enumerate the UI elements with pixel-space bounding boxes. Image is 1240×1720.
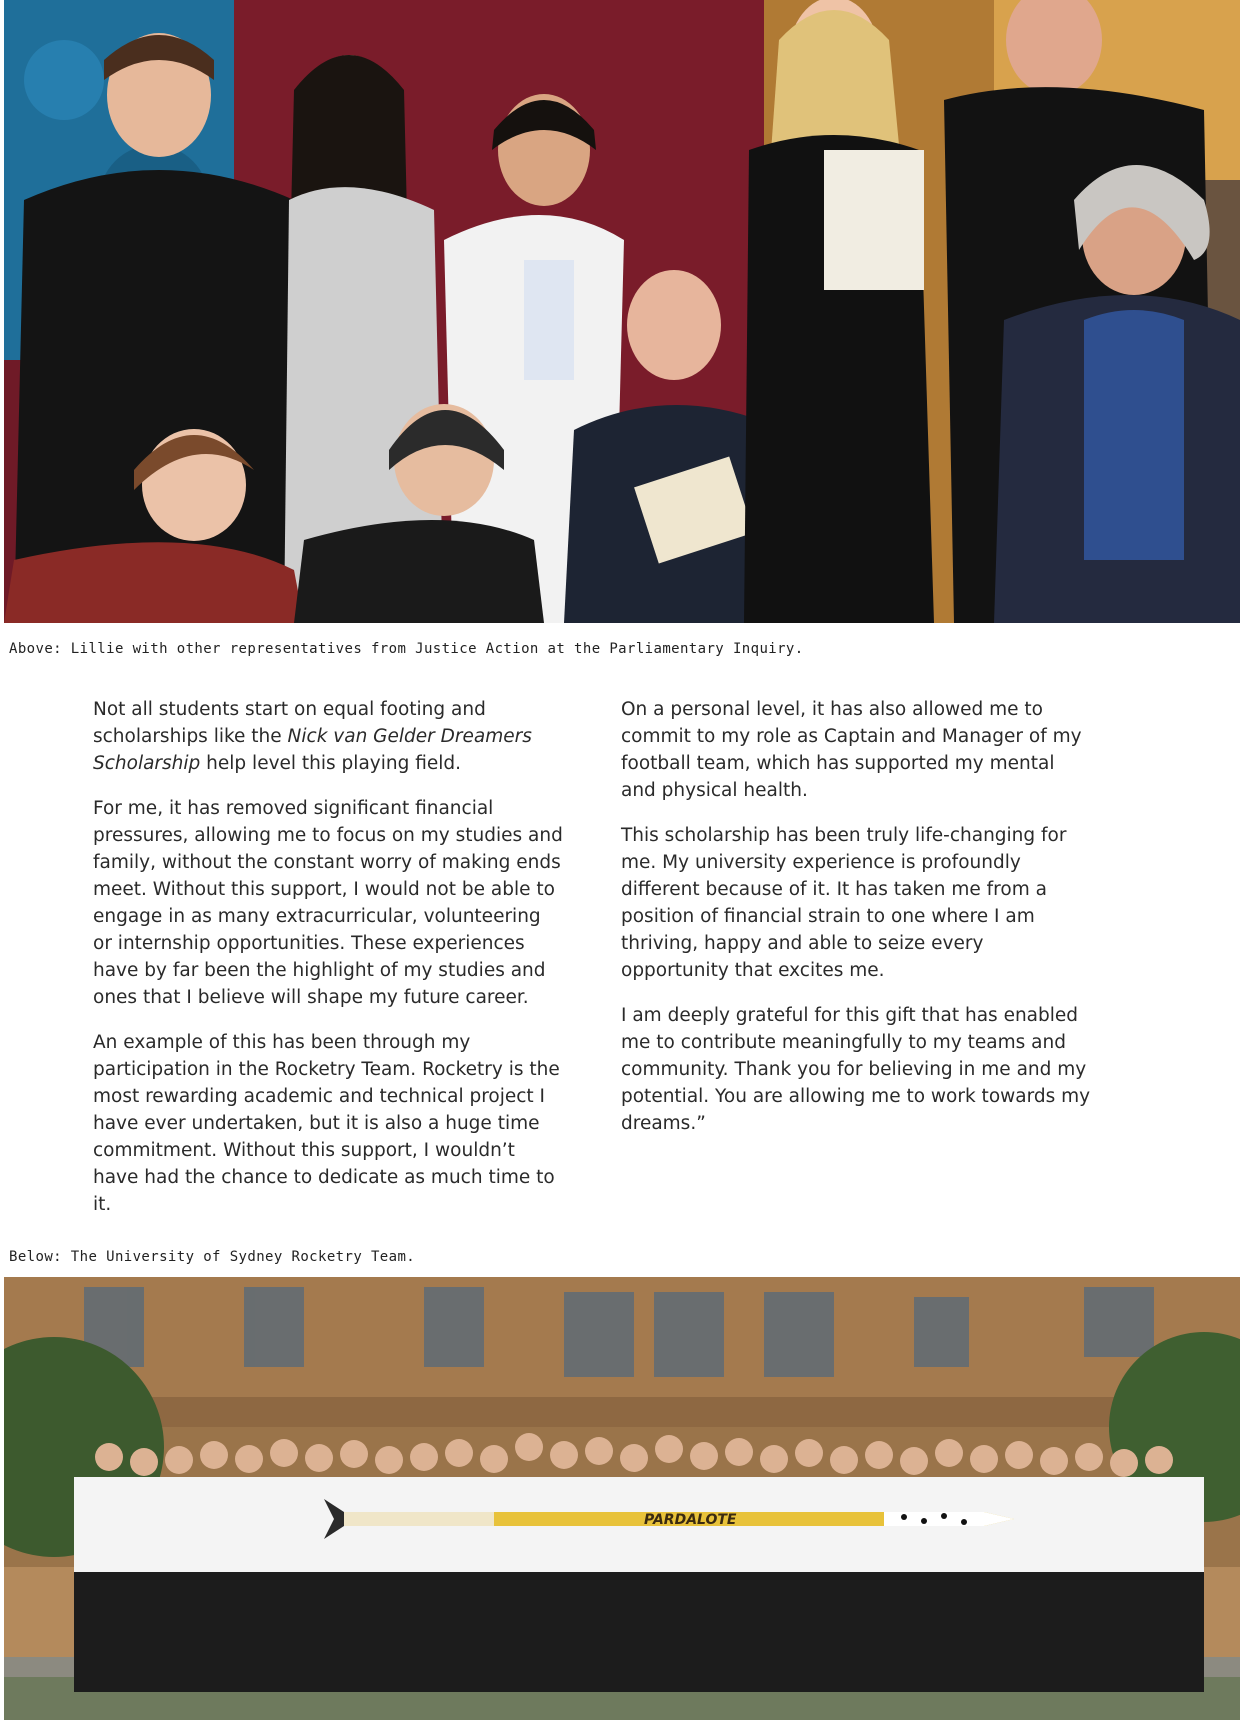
rocket-name: PARDALOTE — [644, 1512, 737, 1528]
paragraph — [93, 696, 563, 777]
right-text-column — [621, 696, 1091, 1155]
paragraph: An example of this has been through my participation in the Rocketry Team. Rocketry is the most rewarding academic and technical project I have ever undertaken, but it is also a huge time commitment. Without this support, I wouldn’t have had the chance to dedicate as much time to it. — [93, 1032, 560, 1215]
top-photo — [4, 0, 1240, 623]
top-photo-illustration — [4, 0, 1240, 623]
top-photo-caption: Above: Lillie with other representatives from Justice Action at the Parliamentary Inquiry. — [9, 641, 804, 657]
scholarship-name: Nick van Gelder Dreamers Scholarship — [93, 726, 532, 774]
paragraph: On a personal level, it has also allowed me to commit to my role as Captain and Manager of my football team, which has supported my mental and physical health. — [621, 699, 1082, 801]
paragraph-text: Not all students start on equal footing and scholarships like the — [93, 699, 486, 747]
bottom-photo-caption: Below: The University of Sydney Rocketry Team. — [9, 1249, 416, 1265]
bottom-photo-illustration — [4, 1277, 1240, 1720]
left-text-column — [93, 696, 563, 1236]
bottom-photo — [4, 1277, 1240, 1720]
paragraph-text: help level this playing field. — [200, 753, 462, 774]
paragraph: I am deeply grateful for this gift that has enabled me to contribute meaningfully to my teams and community. Thank you for believing in me and my potential. You are allowing me to work towards my dreams.” — [621, 1005, 1091, 1134]
paragraph: This scholarship has been truly life-changing for me. My university experience is profoundly different because of it. It has taken me from a position of financial strain to one where I am thriving, happy and able to seize every opportunity that excites me. — [621, 825, 1067, 981]
paragraph: For me, it has removed significant financial pressures, allowing me to focus on my studies and family, without the constant worry of making ends meet. Without this support, I would not be able to engage in as many extracurricular, volunteering or internship opportunities. These experiences have by far been the highlight of my studies and ones that I believe will shape my future career. — [93, 798, 563, 1008]
